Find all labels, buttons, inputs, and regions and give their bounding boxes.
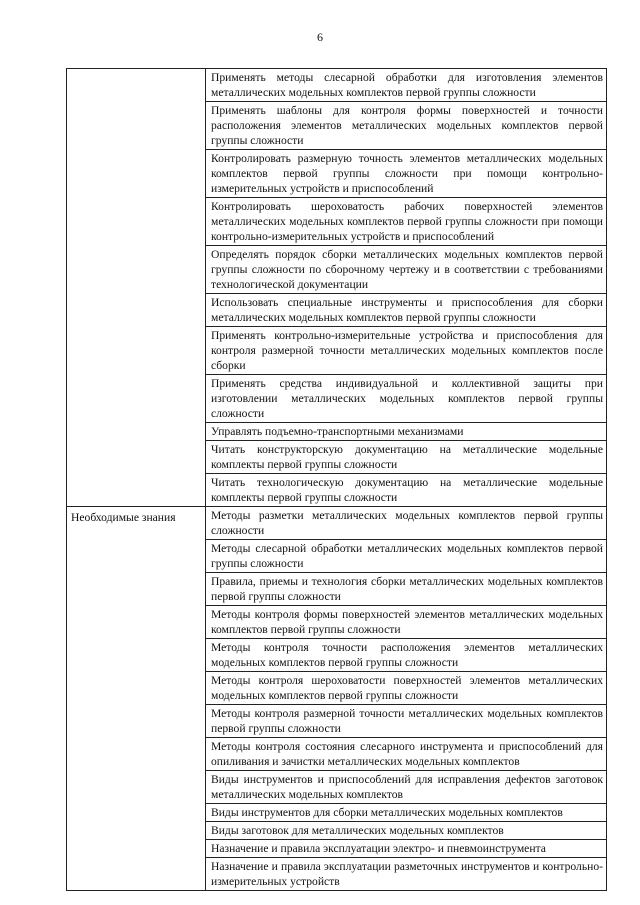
list-item: Методы контроля формы поверхностей элементов металлических модельных комплектов первой группы сложности	[206, 606, 606, 639]
list-item: Методы контроля состояния слесарного инструмента и приспособлений для опиливания и зачистки металлических модельных комплектов	[206, 738, 606, 771]
list-item: Виды инструментов для сборки металлических модельных комплектов	[206, 804, 606, 822]
list-item: Правила, приемы и технология сборки металлических модельных комплектов первой группы сложности	[206, 573, 606, 606]
list-item: Применять контрольно-измерительные устройства и приспособления для контроля размерной точности металлических модельных комплектов после сборки	[206, 327, 606, 375]
list-item: Контролировать шероховатость рабочих поверхностей элементов металлических модельных комплектов первой группы сложности при помощи контрольно-измерительных устройств и приспособлений	[206, 198, 606, 246]
list-item: Виды инструментов и приспособлений для исправления дефектов заготовок металлических модельных комплектов	[206, 771, 606, 804]
skills-list	[206, 69, 607, 507]
list-item: Контролировать размерную точность элементов металлических модельных комплектов первой группы сложности при помощи контрольно-измерительных устройств и приспособлений	[206, 150, 606, 198]
list-item: Применять средства индивидуальной и коллективной защиты при изготовлении металлических модельных комплектов первой группы сложности	[206, 375, 606, 423]
list-item: Определять порядок сборки металлических модельных комплектов первой группы сложности по сборочному чертежу и в соответствии с требованиями технологической документации	[206, 246, 606, 294]
page-number: 6	[317, 30, 323, 44]
list-item: Читать конструкторскую документацию на металлические модельные комплекты первой группы сложности	[206, 441, 606, 474]
list-item: Применять методы слесарной обработки для изготовления элементов металлических модельных комплектов первой группы сложности	[206, 69, 606, 102]
list-item: Методы слесарной обработки металлических модельных комплектов первой группы сложности	[206, 540, 606, 573]
list-item: Использовать специальные инструменты и приспособления для сборки металлических модельных комплектов первой группы сложности	[206, 294, 606, 327]
list-item: Методы контроля точности расположения элементов металлических модельных комплектов первой группы сложности	[206, 639, 606, 672]
row-label	[67, 69, 205, 73]
list-item: Управлять подъемно-транспортными механизмами	[206, 423, 606, 441]
list-item: Методы контроля размерной точности металлических модельных комплектов первой группы сложности	[206, 705, 606, 738]
competency-table	[66, 68, 607, 891]
list-item: Читать технологическую документацию на металлические модельные комплекты первой группы сложности	[211, 476, 603, 504]
table-row-skills	[67, 69, 607, 507]
row-label-knowledge: Необходимые знания	[71, 511, 176, 524]
list-item: Виды заготовок для металлических модельных комплектов	[206, 822, 606, 840]
row-label-cell	[67, 507, 206, 891]
knowledge-list	[206, 507, 607, 891]
row-label-cell	[67, 69, 206, 507]
list-item: Методы контроля шероховатости поверхностей элементов металлических модельных комплектов первой группы сложности	[206, 672, 606, 705]
table-row-knowledge	[67, 507, 607, 891]
list-item: Методы разметки металлических модельных комплектов первой группы сложности	[206, 507, 606, 540]
list-item: Применять шаблоны для контроля формы поверхностей и точности расположения элементов металлических модельных комплектов первой группы сложности	[206, 102, 606, 150]
list-item: Назначение и правила эксплуатации разметочных инструментов и контрольно-измерительных устройств	[211, 860, 603, 888]
list-item: Назначение и правила эксплуатации электро- и пневмоинструмента	[206, 840, 606, 858]
